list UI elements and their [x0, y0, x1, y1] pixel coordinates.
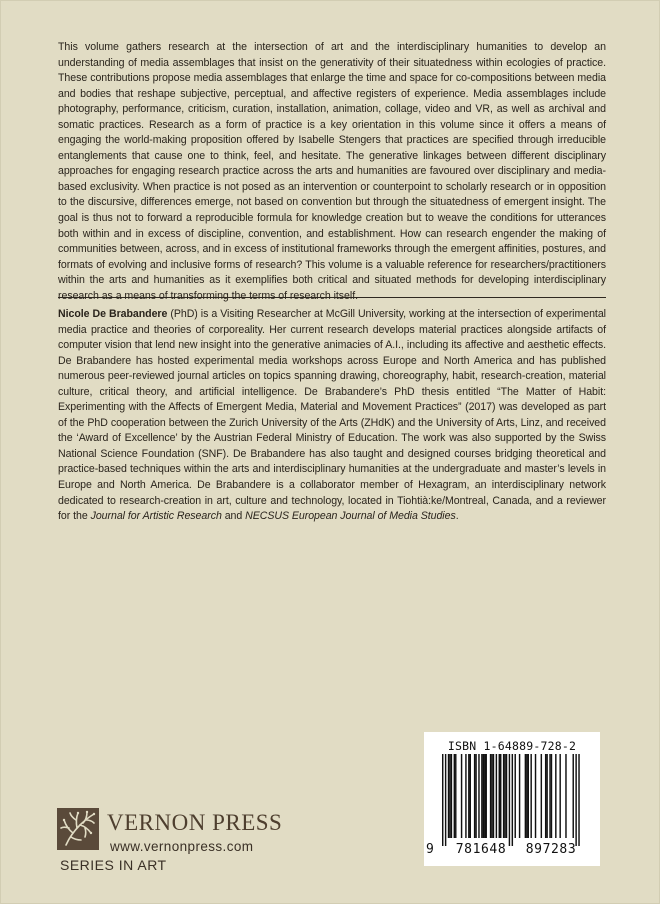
barcode-bar	[545, 754, 546, 838]
barcode-bar	[461, 754, 462, 838]
section-divider	[58, 297, 606, 298]
barcode-bar	[445, 754, 446, 846]
ean-left-group: 781648	[455, 842, 507, 857]
bio-conjunction: and	[221, 510, 246, 523]
barcode-bar	[578, 754, 579, 846]
author-name: Nicole De Brabandere	[58, 308, 168, 320]
barcode-bar	[509, 754, 510, 846]
barcode-bar	[496, 754, 497, 838]
barcode-bar	[573, 754, 574, 838]
barcode-bar	[541, 754, 542, 838]
barcode-panel	[424, 732, 600, 866]
series-label: SERIES IN ART	[60, 857, 167, 873]
barcode-bar	[528, 754, 529, 838]
barcode-bar	[549, 754, 550, 838]
barcode-bar	[551, 754, 552, 838]
isbn-label: ISBN 1-64889-728-2	[447, 739, 577, 753]
journal-title-1: Journal for Artistic Research	[90, 510, 222, 523]
publisher-name: VERNON PRESS	[107, 810, 283, 835]
publisher-logo-area	[57, 808, 317, 888]
barcode-bar	[499, 754, 500, 838]
barcode-bar	[555, 754, 556, 838]
barcode-bar	[468, 754, 469, 838]
barcode-bar	[525, 754, 526, 838]
ean-first-digit: 9	[426, 842, 434, 857]
ean-digits	[424, 842, 600, 858]
barcode-bar	[455, 754, 456, 838]
barcode-bar	[506, 754, 507, 838]
barcode-bar	[442, 754, 443, 846]
barcode-bar	[512, 754, 513, 846]
barcode-bar	[503, 754, 504, 838]
barcode-bar	[481, 754, 482, 838]
barcode-bar	[475, 754, 476, 838]
barcode-bar	[484, 754, 485, 838]
book-description: This volume gathers research at the intersection of art and the interdisciplinary humanities to develop an understanding of media assemblages that insist on the generativity of their situatedness within ecologies of practice. These contributions propose media assemblages that enlarge the time and space for co-compositions between media and bodies that reshape subjective, perceptual, and affective registers of experience. Media assemblages include photography, performance, criticism, curation, installation, animation, collage, video and VR, as well as archival and somatic practices. Research as a form of practice is a key orientation in this volume since it offers a means of engaging the world-making proposition offered by Isabelle Stengers that practices are specified through irreducible entanglements that cause one to think, feel, and hesitate. The generative linkages between different disciplinary approaches for engaging research practice across the arts and humanities are favoured over disciplinary and media-based exclusivity. When practice is not posed as an intervention or counterpoint to scholarly research or in opposition to the discursive, differences emerge, not based on convention but through the situatedness of emergent insight. The goal is thus not to forward a reproducible formula for knowledge creation but to weave the conditions for utterances both within and in excess of discipline, convention, and establishment. How can research engender the making of communities between, across, and in excess of institutional frameworks through the emergent affinities, postures, and formats of evolving and inclusive forms of research? This volume is a valuable reference for researchers/practitioners within the arts and humanities as it exemplifies both critical and situated methods for developing interdisciplinary research as a means of transforming the terms of research itself.	[58, 41, 606, 302]
barcode-bar	[519, 754, 520, 838]
barcode-bar	[515, 754, 516, 838]
barcode-bar	[504, 754, 505, 838]
barcode-bar	[546, 754, 547, 838]
barcode-bar	[575, 754, 576, 846]
barcode-bar	[448, 754, 449, 838]
barcode-bar	[465, 754, 466, 838]
barcode-bar	[483, 754, 484, 838]
barcode-bar	[530, 754, 531, 838]
barcode-bar	[491, 754, 492, 838]
barcode-bar	[451, 754, 452, 838]
author-bio-text: (PhD) is a Visiting Researcher at McGill University, working at the intersection of experimental media practice and theories of corporeality. Her current research develops material practices alongside artifacts of computer vision that lend new insight into the generative animacies of A.I., including its affective and aesthetic effects. De Brabandere has hosted experimental media workshops across Europe and North America and has published numerous peer-reviewed journal articles on topics spanning drawing, choreography, habit, research-creation, material culture, critical theory, and artificial intelligence. De Brabandere’s PhD thesis entitled “The Matter of Habit: Experimenting with the Affects of Emergent Media, Material and Movement Practices” (2017) was developed as part of the PhD cooperation between the Zurich University of the Arts (ZHdK) and the University of Arts, Linz, and received the ‘Award of Excellence’ by the Austrian Federal Ministry of Education. The work was also supported by the Swiss National Science Foundation (SNF). De Brabandere has also taught and designed courses bridging theoretical and practice-based techniques within the arts and interdisciplinary humanities at the undergraduate and master’s levels in Europe and North America. De Brabandere is a collaborator member of Hexagram, an interdisciplinary network dedicated to research-creation in art, culture and technology, located in Tiohtià:ke/Montreal, Canada, and a reviewer for the	[58, 308, 606, 523]
barcode-bar	[470, 754, 471, 838]
bio-end: .	[455, 510, 459, 523]
author-bio	[58, 307, 606, 525]
barcode-bar	[535, 754, 536, 838]
ean-right-group: 897283	[525, 842, 577, 857]
barcode-bar	[486, 754, 487, 838]
barcode-bar	[500, 754, 501, 838]
barcode-bar	[478, 754, 479, 838]
barcode-bar	[474, 754, 475, 838]
barcode-bar	[493, 754, 494, 838]
ean-barcode	[436, 754, 588, 846]
tree-branch-icon	[57, 808, 99, 850]
barcode-bar	[449, 754, 450, 838]
barcode-bar	[526, 754, 527, 838]
journal-title-2: NECSUS European Journal of Media Studies	[245, 510, 456, 523]
barcode-bar	[490, 754, 491, 838]
publisher-website: www.vernonpress.com	[110, 839, 254, 854]
barcode-bar	[559, 754, 560, 838]
barcode-bar	[454, 754, 455, 838]
barcode-bar	[565, 754, 566, 838]
